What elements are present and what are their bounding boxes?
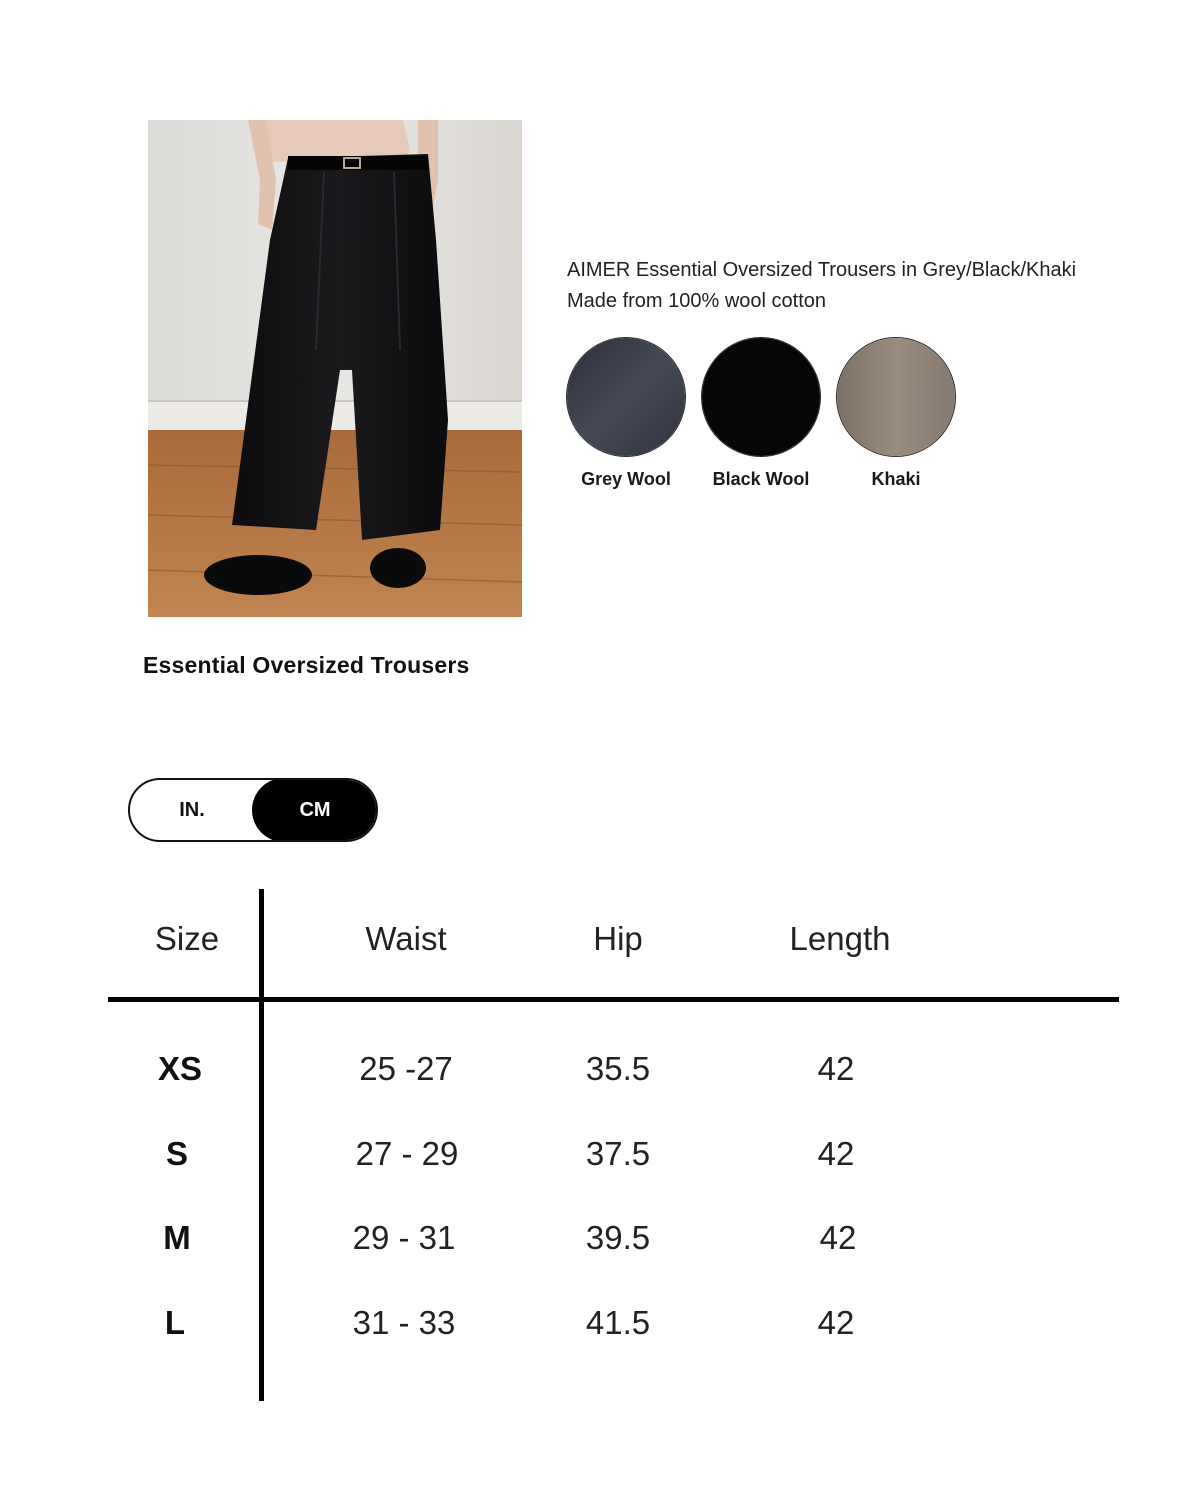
unit-toggle[interactable]	[128, 778, 378, 842]
product-description	[567, 255, 1076, 317]
cell-waist: 31 - 33	[352, 1304, 456, 1341]
unit-option-cm[interactable]: CM	[252, 778, 378, 842]
swatch-black-wool[interactable]	[701, 337, 821, 490]
cell-size: XS	[157, 1050, 203, 1087]
swatch-label: Grey Wool	[581, 469, 671, 489]
cell-hip: 35.5	[585, 1050, 651, 1087]
description-line-2: Made from 100% wool cotton	[567, 290, 827, 312]
swatch-khaki[interactable]	[836, 337, 956, 490]
header-waist: Waist	[365, 920, 447, 957]
table-vertical-divider	[259, 889, 264, 1401]
khaki-swatch-circle[interactable]	[836, 337, 956, 457]
cell-size: L	[164, 1304, 186, 1341]
cell-length: 42	[817, 1050, 855, 1087]
cell-length: 42	[817, 1135, 855, 1172]
table-header-divider	[108, 997, 1119, 1002]
cell-hip: 37.5	[585, 1135, 651, 1172]
cell-hip: 41.5	[585, 1304, 651, 1341]
swatch-label: Black Wool	[712, 469, 810, 489]
black-wool-swatch-circle[interactable]	[701, 337, 821, 457]
cell-hip: 39.5	[585, 1219, 651, 1256]
cell-waist: 29 - 31	[352, 1219, 456, 1256]
swatch-label: Khaki	[871, 469, 921, 489]
cell-length: 42	[817, 1304, 855, 1341]
grey-wool-swatch-circle[interactable]	[566, 337, 686, 457]
cell-waist: 25 -27	[359, 1050, 453, 1087]
cell-size: M	[163, 1219, 191, 1256]
product-photo	[148, 120, 522, 617]
unit-option-in[interactable]: IN.	[179, 798, 205, 821]
header-size: Size	[154, 920, 220, 957]
cell-size: S	[165, 1135, 189, 1172]
swatch-grey-wool[interactable]	[566, 337, 686, 490]
header-hip: Hip	[593, 920, 643, 957]
header-length: Length	[789, 920, 891, 957]
cell-length: 42	[819, 1219, 857, 1256]
description-line-1: AIMER Essential Oversized Trousers in Grey/Black/Khaki	[567, 259, 1077, 281]
cell-waist: 27 - 29	[355, 1135, 459, 1172]
product-title: Essential Oversized Trousers	[143, 652, 470, 678]
